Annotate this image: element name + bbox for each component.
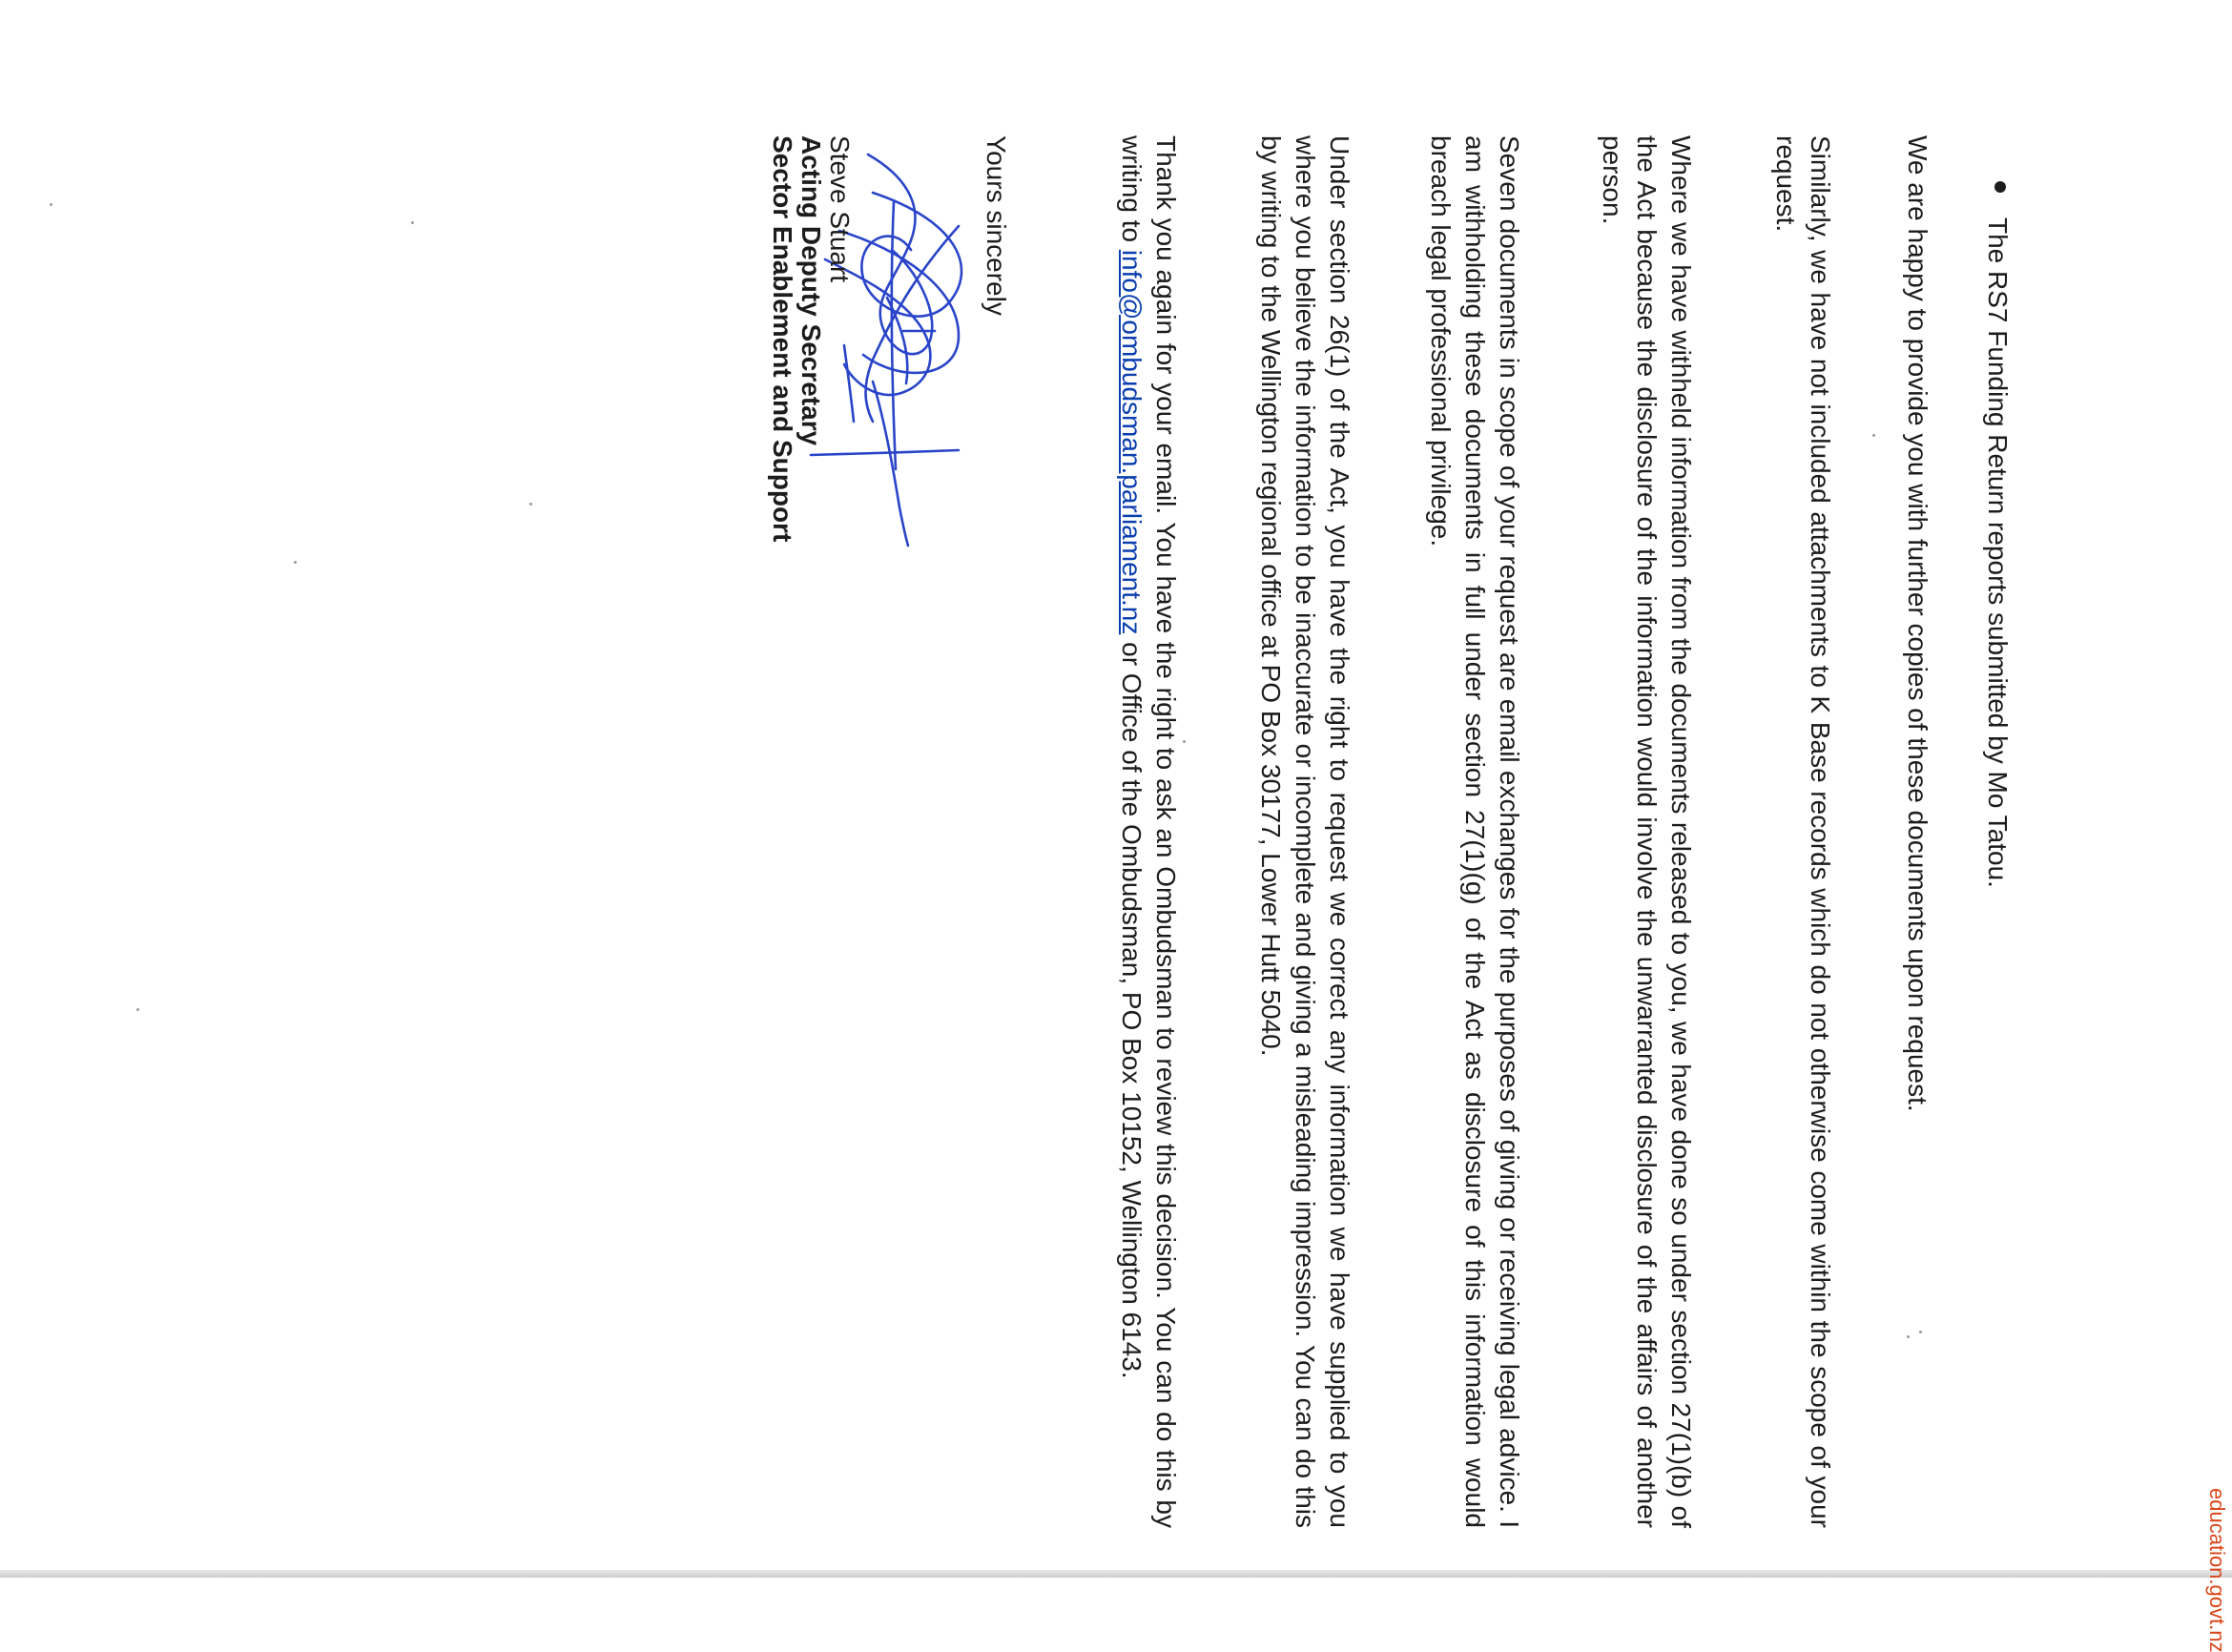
signer-name: Steve Stuart: [825, 135, 855, 283]
bullet-dot-icon: [1994, 181, 2006, 193]
scan-speck: [529, 503, 532, 506]
letter-page: [768, 135, 2229, 1652]
ombudsman-text-start: Thank you again for your email. You have the right to ask an Ombudsman to review this decision. You can do this by writing to: [1117, 135, 1181, 1528]
signer-title: Acting Deputy Secretary: [796, 135, 826, 446]
signer-unit: Sector Enablement and Support: [768, 135, 797, 543]
scan-speck: [136, 1008, 139, 1011]
paragraph-ombudsman: [1114, 135, 1183, 1528]
paragraph-withheld-information: Where we have withheld information from the documents released to you, we have done so under section 27(1)(b) of the Act because the disclosure of the information would involve the unwarranted disclosure of the affairs of another person.: [1598, 135, 1696, 1528]
paragraph-correction-right: Under section 26(1) of the Act, you have the right to request we correct any information we have supplied to you where you believe the information to be inaccurate or incomplete and giving a misleading impression. You can do this by writing to the Wellington regional office at PO Box 30177, Lower Hutt 5040.: [1256, 135, 1354, 1528]
paragraph-legal-privilege: Seven documents in scope of your request are email exchanges for the purposes of giving or receiving legal advice. I am withholding these documents in full under section 27(1)(g) of the Act as disclosure of this information would breach legal professional privilege.: [1426, 135, 1524, 1528]
paragraph-further-copies: We are happy to provide you with further copies of these documents upon request.: [1903, 135, 1932, 1112]
scan-speck: [50, 203, 52, 206]
paragraph-attachments: Similarly, we have not included attachments to K Base records which do not otherwise come within the scope of your request.: [1771, 135, 1835, 1528]
scan-speck: [294, 561, 297, 564]
ombudsman-text-end: or Office of the Ombudsman, PO Box 10152, Wellington 6143.: [1117, 634, 1147, 1379]
bullet-text: The RS7 Funding Return reports submitted by Mo Tatou.: [1983, 217, 2013, 888]
closing-salutation: Yours sincerely: [982, 135, 1011, 316]
scan-speck: [411, 221, 414, 224]
footer-website-url: education.govt.nz: [2205, 1488, 2229, 1652]
ombudsman-email-link[interactable]: info@ombudsman.parliament.nz: [1117, 249, 1147, 635]
